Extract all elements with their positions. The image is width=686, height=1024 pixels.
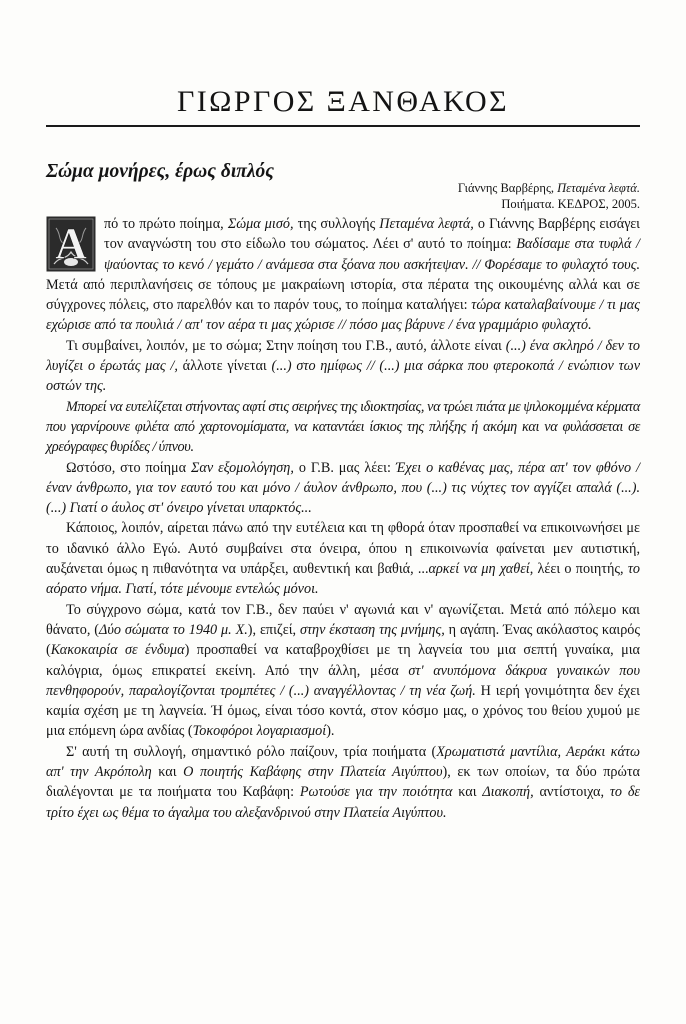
italic-quote-run: Έχει ο καθένας μας, πέρα απ' τον φθόνο / έναν άνθρωπο, για τον εαυτό του και μόνο / άυλον άνθρωπο, που (...) τις νύχτες τον αγγίζει απαλά (...). (...) Γιατί ο άυλος στ' όνειρο γίνεται υπαρκτός...: [46, 459, 640, 517]
drop-cap-letter: Α: [55, 219, 87, 268]
text-run: η αγάπη. Ένας ακόλαστος καιρός (: [46, 621, 640, 659]
author-header: ΓΙΩΡΓΟΣ ΞΑΝΘΑΚΟΣ: [177, 85, 509, 118]
text-run: πό το πρώτο ποίημα,: [104, 216, 228, 232]
text-run: Η ιερή γονιμότητα δεν έχει καμία σχέση με τη λαγνεία. Ή όμως, είναι τόσο κοντά, στον κόσμο μας, ο χρόνος του θείου χυμού με μια επόμενη ώρα ανδίας (: [46, 682, 640, 740]
text-run: της συλλογής: [293, 216, 380, 232]
text-run: ο Γ.Β. μας λέει:: [293, 459, 396, 476]
italic-quote-run: Σώμα μισό,: [227, 216, 294, 232]
italic-quote-run: Πεταμένα λεφτά,: [379, 216, 474, 232]
paragraph: [46, 458, 640, 519]
italic-quote-run: Μπορεί να ευτελίζεται στήνοντας αφτί στις σειρήνες της ιδιοκτησίας, να τρώει πιάτα με ψιλοκομμένα κέρματα που γαρνίρουνε φιλέτα από χαρτονομίσματα, να καταντάει ίσκιος της πλήξης ή ακόμη και να φυλάσσεται σε χρεόγραφες θυρίδες / ύπνου.: [46, 398, 640, 456]
source-author: Γιάννης Βαρβέρης,: [457, 181, 558, 195]
text-run: λέει ο ποιητής,: [533, 561, 628, 578]
source-line-2: Ποιήματα. ΚΕΔΡΟΣ, 2005.: [501, 197, 640, 211]
italic-quote-run: Ο ποιητής Καβάφης στην Πλατεία Αιγύπτου: [183, 764, 443, 781]
italic-quote-run: Δύο σώματα το 1940 μ. Χ.: [99, 621, 248, 638]
italic-quote-run: Ρωτούσε για την ποιότητα: [299, 784, 453, 801]
text-run: ο Γιάννης Βαρβέρης εισάγει τον αναγνώστη του στο είδωλο του σώματος. Λέει σ' αυτό το ποίημα:: [104, 216, 640, 253]
text-run: Σ' αυτή τη συλλογή, σημαντικό ρόλο παίζουν, τρία ποιήματα (: [66, 743, 437, 760]
text-run: Μετά από περιπλανήσεις σε τόπους με μακραίωνη ιστορία, στα πέρατα της οικουμένης αλλά και σε σύγχρονες πόλεις, στο παρελθόν και το παρόν τους, το ποίημα καταλήγει:: [46, 276, 640, 314]
source-book-title: Πεταμένα λεφτά.: [557, 181, 640, 195]
paragraph: [46, 600, 640, 742]
italic-quote-run: (...) ένα σκληρό / δεν το λυγίζει ο έρωτάς μας /,: [46, 337, 640, 375]
paragraph: [46, 336, 640, 397]
text-run: άλλοτε γίνεται: [177, 358, 272, 375]
italic-quote-run: Βαδίσαμε στα τυφλά / ψαύοντας το κενό / γεμάτο / ανάμεσα στα ξόανα που ασκήτεψαν. // Φορέσαμε το φυλαχτό τους.: [104, 236, 640, 273]
drop-cap-ornament: [46, 216, 96, 272]
italic-quote-run: το αόρατο νήμα. Γιατί, τότε μένουμε εντελώς μόνοι.: [46, 561, 640, 598]
text-run: Το σύγχρονο σώμα, κατά τον Γ.Β., δεν παύει ν' αγωνιά και ν' αγωνίζεται. Μετά από πόλεμο και θάνατο, (: [46, 601, 640, 638]
italic-quote-run: το δε τρίτο έχει ως θέμα το άγαλμα του αλεξανδρινού στην Πλατεία Αιγύπτου.: [46, 784, 640, 821]
italic-quote-run: Κακοκαιρία σε ένδυμα: [50, 642, 185, 659]
italic-quote-run: στ' ανυπόμονα δάκρυα γυναικών που πενθηφορούν, παραλογίζονται τρομπέτες / (...) αναγγέλλοντας / τη νέα ζωή.: [46, 662, 640, 699]
text-run: ).: [326, 723, 335, 740]
italic-quote-run: Διακοπή,: [482, 784, 534, 801]
text-run: και: [452, 784, 483, 801]
book-source-reference: [458, 180, 640, 212]
italic-quote-run: τώρα καταλαβαίνουμε / τι μας εχώρισε από τα πουλιά / απ' τον αέρα τι μας χώρισε // πόσο μας βάρυνε / ένα γραμμάριο φυλαχτό.: [46, 297, 640, 334]
italic-quote-run: Τοκοφόροι λογαριασμοί: [192, 723, 327, 740]
text-run: ), εκ των οποίων, τα δύο πρώτα διαλέγονται με τα ποιήματα του Καβάφη:: [46, 764, 640, 801]
source-line-1: [458, 180, 640, 196]
italic-quote-run: (...) στο ημίφως // (...) μια σάρκα που φτεροκοπά / ενώπιον των οστών της.: [46, 358, 640, 395]
drop-cap: [46, 216, 96, 272]
italic-quote-run: Σαν εξομολόγηση,: [190, 459, 294, 476]
italic-quote-run: αρκεί να μη χαθεί,: [428, 561, 534, 578]
text-run: και: [151, 764, 184, 781]
italic-quote-run: Χρωματιστά μαντίλια, Αεράκι κάτω απ' την Ακρόπολη: [46, 743, 640, 781]
text-run: Κάποιος, λοιπόν, αίρεται πάνω από την ευτέλεια και τη φθορά όταν προσπαθεί να επικοινωνήσει με το ιδανικό άλλο Εγώ. Αυτό συμβαίνει στα όνειρα, όπου η επικοινωνία φαίνεται μεν αυτιστική, αυξάνεται όμως η πιθανότητα να υπάρξει, αυθεντική και βαθιά, ...: [46, 520, 640, 578]
article-body: [46, 214, 640, 823]
text-run: ), επιζεί,: [247, 621, 300, 638]
paragraph: [46, 742, 640, 823]
paragraph: [46, 518, 640, 599]
paragraph: [46, 214, 640, 336]
text-run: αντίστοιχα,: [533, 784, 610, 801]
italic-quote-run: στην έκσταση της μνήμης,: [299, 621, 445, 638]
text-run: Τι συμβαίνει, λοιπόν, με το σώμα; Στην ποίηση του Γ.Β., αυτό, άλλοτε είναι: [66, 337, 506, 354]
paragraph-container: [46, 214, 640, 823]
article-title: Σώμα μονήρες, έρως διπλός: [46, 161, 274, 182]
header-rule: [46, 125, 640, 127]
paragraph: [46, 397, 640, 458]
text-run: Ωστόσο, στο ποίημα: [66, 459, 191, 476]
text-run: ) προσπαθεί να καταβροχθίσει με τη λαγνεία του μια σεπτή γυναίκα, μια καλόγρια, όμως επικρατεί εκείνη. Από την άλλη, μέσα: [46, 642, 640, 679]
